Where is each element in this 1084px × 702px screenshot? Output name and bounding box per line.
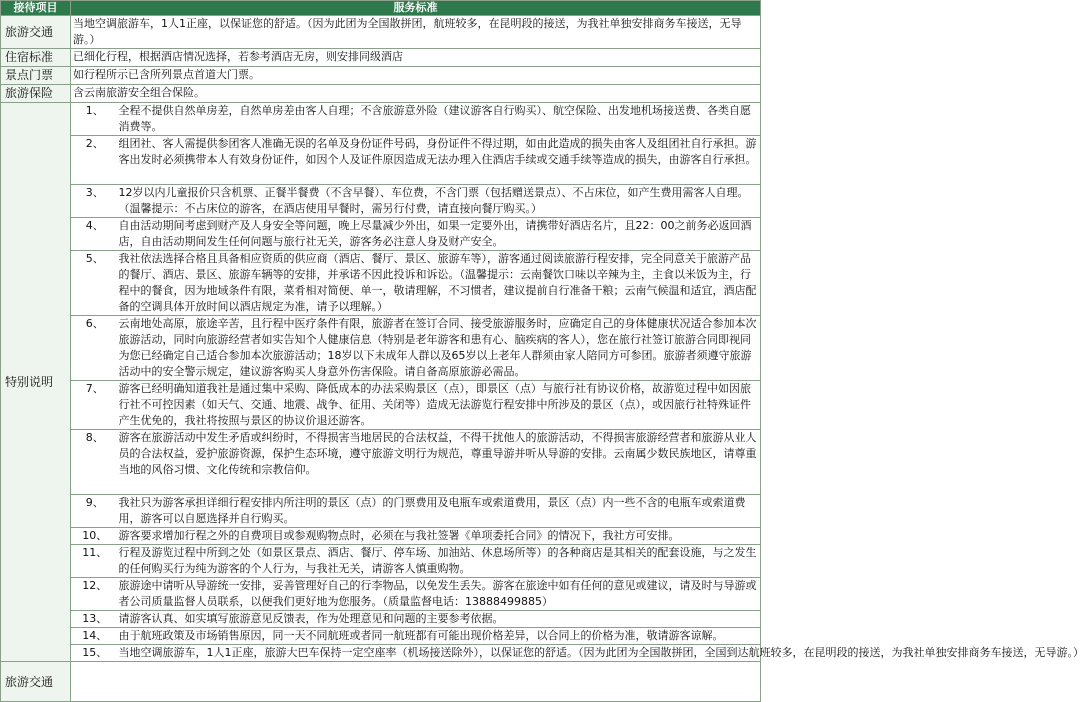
label-special: 特别说明 xyxy=(1,103,71,662)
row-special-14 xyxy=(1,628,761,645)
label-transport-2: 旅游交通 xyxy=(1,662,71,702)
row-special-12 xyxy=(1,578,761,611)
item-number: 10、 xyxy=(71,528,119,545)
row-special-5 xyxy=(1,251,761,316)
item-number: 14、 xyxy=(71,628,119,645)
item-text: 云南地处高原，旅途辛苦，且行程中医疗条件有限，旅游者在签订合同、接受旅游服务时，应确定自己的身体健康状况适合参加本次旅游活动，同时向旅游经营者如实告知个人健康信息（特别是老年游客和患有心、脑疾病的客人），您在旅行社签订旅游合同即视同为您已经确定自己适合参加本次旅游活动；18岁以下未成年人群以及65岁以上老年人群须由家人陪同方可参团。旅游者须遵守旅游活动中的安全警示规定，建议游客购买人身意外伤害保险。请自备高原旅游必需品。 xyxy=(119,316,761,381)
text-tickets: 如行程所示已含所列景点首道大门票。 xyxy=(71,67,761,85)
item-text: 行程及游览过程中所到之处（如景区景点、酒店、餐厅、停车场、加油站、休息场所等）的各种商店是其相关的配套设施，与之发生的任何购买行为纯为游客的个人行为，与我社无关，请游客人慎重购物。 xyxy=(119,545,761,578)
label-transport: 旅游交通 xyxy=(1,16,71,49)
item-number: 6、 xyxy=(71,316,119,381)
item-text: 当地空调旅游车，1人1正座，旅游大巴车保持一定空座率（机场接送除外），以保证您的舒适。（因为此团为全国散拼团，全国到达航班较多，在昆明段的接送，为我社单独安排商务车接送，无导游。） xyxy=(119,645,761,662)
row-special-2 xyxy=(1,136,761,185)
label-insurance: 旅游保险 xyxy=(1,85,71,103)
item-text: 自由活动期间考虑到财产及人身安全等问题，晚上尽量减少外出，如果一定要外出，请携带好酒店名片，且22：00之前务必返回酒店，自由活动期间发生任何问题与旅行社无关，游客务必注意人身及财产安全。 xyxy=(119,218,761,251)
item-text: 旅游途中请听从导游统一安排，妥善管理好自己的行李物品，以免发生丢失。游客在旅途中如有任何的意见或建议，请及时与导游或者公司质量监督人员联系，以便我们更好地为您服务。（质量监督电话：13888499885） xyxy=(119,578,761,611)
row-hotel xyxy=(1,49,761,67)
item-number: 8、 xyxy=(71,430,119,495)
row-special-9 xyxy=(1,495,761,528)
item-text: 游客在旅游活动中发生矛盾或纠纷时，不得损害当地居民的合法权益，不得干扰他人的旅游活动，不得损害旅游经营者和旅游从业人员的合法权益，爱护旅游资源，保护生态环境，遵守旅游文明行为规范，尊重导游并听从导游的安排。云南属少数民族地区，请尊重当地的风俗习惯、文化传统和宗教信仰。 xyxy=(119,430,761,495)
row-transport-2 xyxy=(1,662,761,702)
item-text: 我社只为游客承担详细行程安排内所注明的景区（点）的门票费用及电瓶车或索道费用，景区（点）内一些不含的电瓶车或索道费用，游客可以自愿选择并自行购买。 xyxy=(119,495,761,528)
item-text: 游客已经明确知道我社是通过集中采购、降低成本的办法采购景区（点），即景区（点）与旅行社有协议价格，故游览过程中如因旅行社不可控因素（如天气、交通、地震、战争、征用、关闭等）造成无法游览行程安排中所涉及的景区（点），或因旅行社特殊证件产生优免的，我社将按照与景区的协议价退还游客。 xyxy=(119,381,761,430)
text-transport: 当地空调旅游车，1人1正座，以保证您的舒适。（因为此团为全国散拼团，航班较多，在昆明段的接送，为我社单独安排商务车接送，无导游。） xyxy=(71,16,761,49)
label-tickets: 景点门票 xyxy=(1,67,71,85)
item-number: 7、 xyxy=(71,381,119,430)
row-transport xyxy=(1,16,761,49)
row-special-1 xyxy=(1,103,761,136)
item-number: 1、 xyxy=(71,103,119,136)
header-standard: 服务标准 xyxy=(71,1,761,16)
item-text: 全程不提供自然单房差，自然单房差由客人自理；不含旅游意外险（建议游客自行购买）、航空保险、出发地机场接送费、各类自愿消费等。 xyxy=(119,103,761,136)
row-special-7 xyxy=(1,381,761,430)
item-text: 由于航班政策及市场销售原因，同一天不同航班或者同一航班都有可能出现价格差异，以合同上的价格为准，敬请游客谅解。 xyxy=(119,628,761,645)
header-row xyxy=(1,1,761,16)
item-number: 15、 xyxy=(71,645,119,662)
item-text: 游客要求增加行程之外的自费项目或参观购物点时，必须在与我社签署《单项委托合同》的情况下，我社方可安排。 xyxy=(119,528,761,545)
item-text: 请游客认真、如实填写旅游意见反馈表，作为处理意见和问题的主要参考依据。 xyxy=(119,611,761,628)
item-number: 9、 xyxy=(71,495,119,528)
text-hotel: 已细化行程，根据酒店情况选择，若参考酒店无房，则安排同级酒店 xyxy=(71,49,761,67)
item-number: 11、 xyxy=(71,545,119,578)
row-special-3 xyxy=(1,185,761,218)
label-hotel: 住宿标准 xyxy=(1,49,71,67)
row-special-15 xyxy=(1,645,761,662)
row-special-8 xyxy=(1,430,761,495)
row-insurance xyxy=(1,85,761,103)
item-text: 12岁以内儿童报价只含机票、正餐半餐费（不含早餐）、车位费，不含门票（包括赠送景点）、不占床位，如产生费用需客人自理。（温馨提示：不占床位的游客，在酒店使用早餐时，需另行付费，请直接向餐厅购买。） xyxy=(119,185,761,218)
row-special-6 xyxy=(1,316,761,381)
item-number: 2、 xyxy=(71,136,119,185)
text-insurance: 含云南旅游安全组合保险。 xyxy=(71,85,761,103)
item-number: 4、 xyxy=(71,218,119,251)
item-number: 3、 xyxy=(71,185,119,218)
item-text: 我社依法选择合格且具备相应资质的供应商（酒店、餐厅、景区、旅游车等），游客通过阅读旅游行程安排，完全同意关于旅游产品的餐厅、酒店、景区、旅游车辆等的安排，并承诺不因此投诉和诉讼。（温馨提示：云南餐饮口味以辛辣为主，主食以米饭为主，行程中的餐食，因为地域条件有限，菜肴相对简便、单一，敬请理解，不习惯者，建议提前自行准备干粮；云南气候温和适宜，酒店配备的空调具体开放时间以酒店规定为准，请予以理解。） xyxy=(119,251,761,316)
item-number: 13、 xyxy=(71,611,119,628)
header-item: 接待项目 xyxy=(1,1,71,16)
item-number: 12、 xyxy=(71,578,119,611)
row-tickets xyxy=(1,67,761,85)
text-transport-2 xyxy=(71,662,761,702)
row-special-4 xyxy=(1,218,761,251)
row-special-13 xyxy=(1,611,761,628)
item-number: 5、 xyxy=(71,251,119,316)
row-special-10 xyxy=(1,528,761,545)
row-special-11 xyxy=(1,545,761,578)
item-text: 组团社、客人需提供参团客人准确无误的名单及身份证件号码，身份证件不得过期，如由此造成的损失由客人及组团社自行承担。游客出发时必须携带本人有效身份证件，如因个人及证件原因造成无法办理入住酒店手续或交通手续等造成的损失，由游客自行承担。 xyxy=(119,136,761,185)
